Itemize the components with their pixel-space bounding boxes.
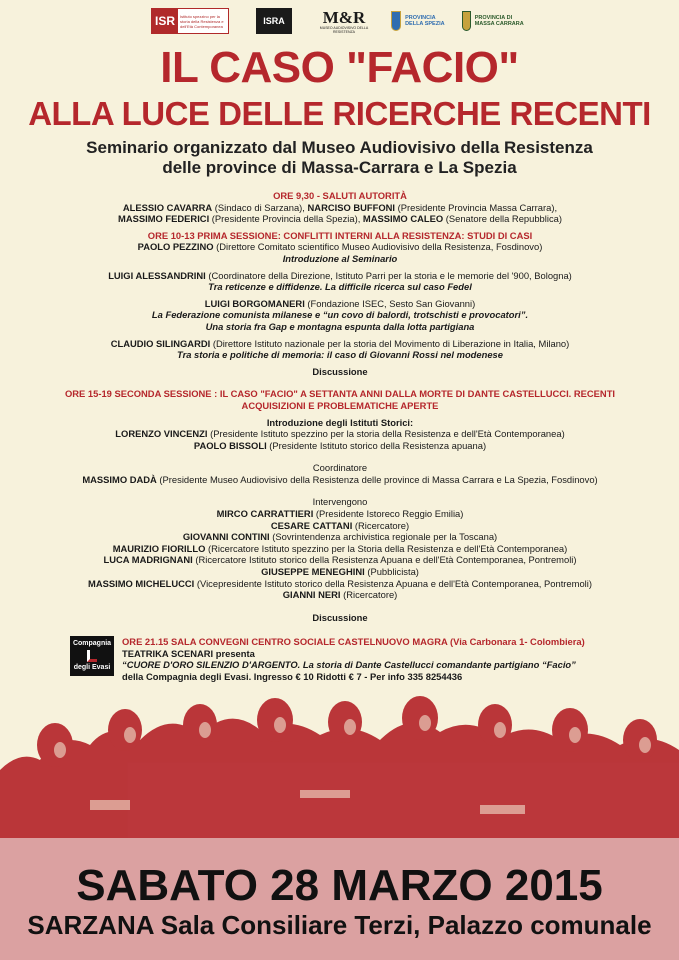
shield-icon (462, 11, 471, 31)
speaker-row (40, 508, 640, 520)
intro-label: Introduzione degli Istituti Storici: (266, 416, 414, 428)
shield-icon (391, 11, 401, 31)
speaker-name: PAOLO BISSOLI (193, 439, 267, 451)
speaker-role: (Presidente Istituto storico della Resistenza apuana) (266, 439, 487, 451)
discussion-label: Discussione (312, 611, 368, 623)
session-2-heading: ORE 10-13 PRIMA SESSIONE: CONFLITTI INTERNI ALLA RESISTENZA: STUDI DI CASI (147, 229, 533, 241)
speaker-role: (Presidente Provincia della Spezia), (209, 213, 363, 225)
talk-speaker (40, 338, 640, 350)
speaker-name: MASSIMO MICHELUCCI (88, 577, 195, 589)
talk-title: Tra reticenze e diffidenze. La difficile ricerca sul caso Fedel (208, 281, 472, 293)
speaker-name: PAOLO PEZZINO (137, 241, 214, 253)
speaker-name: LUIGI BORGOMANERI (204, 297, 305, 309)
program (40, 190, 640, 623)
speaker-role: (Ricercatore Istituto storico della Resistenza Apuana e dell'Età Contemporanea, Pontremoli) (192, 554, 577, 566)
speaker-role: (Presidente Istituto spezzino per la storia della Resistenza e dell'Età Contemporanea) (207, 428, 565, 440)
museum-logo (316, 8, 372, 34)
provincia-spezia-logo (391, 8, 453, 34)
talk-speaker (40, 298, 640, 310)
evening-presents: TEATRIKA SCENARI presenta (122, 647, 255, 659)
speaker-name: MASSIMO FEDERICI (118, 213, 210, 225)
speaker-role: (Sovrintendenza archivistica regionale per la Toscana) (269, 531, 498, 543)
provincia-spezia-text: PROVINCIA DELLA SPEZIA (405, 15, 445, 27)
isra-logo: ISRA (256, 8, 292, 34)
speaker-name: GIOVANNI CONTINI (182, 531, 270, 543)
speaker-role: (Sindaco di Sarzana), (212, 201, 308, 213)
provincia-massa-logo (462, 8, 524, 34)
speaker-role: (Direttore Istituto nazionale per la storia del Movimento di Liberazione in Italia, Milano) (210, 337, 570, 349)
speaker-row (40, 554, 640, 566)
speaker-name: MAURIZIO FIORILLO (112, 542, 206, 554)
talk-title: La Federazione comunista milanese e “un covo di balordi, trotschisti e provocatori”. (151, 309, 529, 321)
speaker-row (40, 589, 640, 601)
session-1-line-1 (40, 202, 640, 214)
isr-logo-text: Istituto spezzino per la storia della Resistenza e dell'Età Contemporanea (180, 13, 224, 29)
speaker-name: CESARE CATTANI (270, 519, 353, 531)
speaker-role: (Coordinatore della Direzione, Istituto Parri per la storia e le memorie del '900, Bologna) (205, 269, 572, 281)
intro-speaker (40, 428, 640, 440)
evening-event (70, 636, 630, 682)
speaker-role: (Presidente Provincia Massa Carrara), (395, 201, 558, 213)
session-1-heading: ORE 9,30 - SALUTI AUTORITÀ (273, 190, 407, 201)
speaker-name: MASSIMO DADÀ (82, 473, 157, 485)
speaker-role: (Ricercatore Istituto spezzino per la Storia della Resistenza e dell'Età Contemporanea) (205, 542, 568, 554)
speaker-role: (Ricercatore) (352, 519, 410, 531)
speaker-row (40, 543, 640, 555)
event-date: SABATO 28 MARZO 2015 (76, 861, 603, 910)
organizer-line (0, 138, 679, 178)
session-3-heading: ORE 15-19 SECONDA SESSIONE : IL CASO "FACIO" A SETTANTA ANNI DALLA MORTE DI DANTE CASTELLUCCI. RECENTI (64, 388, 616, 400)
speaker-name: CLAUDIO SILINGARDI (110, 337, 211, 349)
speaker-name: ALESSIO CAVARRA (122, 201, 213, 213)
speaker-name: GIANNI NERI (282, 589, 341, 601)
speaker-role: (Pubblicista) (364, 566, 419, 578)
organizer-line-1: Seminario organizzato dal Museo Audiovisivo della Resistenza (86, 138, 593, 157)
sponsor-logos (0, 8, 679, 38)
speakers-label: Intervengono (312, 496, 368, 508)
session-1-line-2 (40, 213, 640, 225)
coordinator-label: Coordinatore (312, 462, 368, 474)
evening-show: “CUORE D'ORO SILENZIO D'ARGENTO. La storia di Dante Castellucci comandante partigiano “Facio” (122, 659, 576, 671)
evening-heading (122, 636, 630, 648)
speakers-list (40, 508, 640, 601)
intro-speaker (40, 440, 640, 452)
evening-info: della Compagnia degli Evasi. Ingresso € 10 Ridotti € 7 - Per info 335 8254436 (122, 670, 463, 682)
speaker-name: LUIGI ALESSANDRINI (108, 269, 206, 281)
compagnia-evasi-logo (70, 636, 114, 676)
event-venue: SARZANA Sala Consiliare Terzi, Palazzo comunale (27, 910, 652, 940)
speaker-row (40, 578, 640, 590)
compagnia-logo-top: Compagnia (72, 640, 112, 647)
speaker-name: MASSIMO CALEO (362, 213, 444, 225)
isr-logo-mark: ISR (152, 9, 178, 33)
speaker-role: (Direttore Comitato scientifico Museo Audiovisivo della Resistenza, Fosdinovo) (213, 241, 543, 253)
speaker-role: (Presidente Istoreco Reggio Emilia) (313, 508, 464, 520)
speaker-name: MIRCO CARRATTIERI (216, 508, 314, 520)
speaker-role: (Fondazione ISEC, Sesto San Giovanni) (304, 297, 476, 309)
organizer-line-2: delle province di Massa-Carrara e La Spezia (162, 158, 517, 177)
discussion-label: Discussione (312, 365, 368, 377)
talk-title: Tra storia e politiche di memoria: il caso di Giovanni Rossi nel modenese (177, 349, 503, 361)
speaker-row (40, 566, 640, 578)
talk-speaker (40, 241, 640, 253)
museum-logo-text: MUSEO AUDIOVISIVO DELLA RESISTENZA (319, 25, 369, 34)
evening-heading-venue: ORE 21.15 SALA CONVEGNI CENTRO SOCIALE CASTELNUOVO MAGRA (122, 636, 448, 647)
runner-icon (87, 650, 97, 663)
provincia-massa-text: PROVINCIA DI MASSA CARRARA (474, 15, 524, 27)
speaker-role: (Vicepresidente Istituto storico della Resistenza Apuana e dell'Età Contemporanea, Pontremoli) (194, 577, 592, 589)
speaker-row (40, 520, 640, 532)
museum-logo-mark: M&R (322, 7, 366, 27)
session-3-heading-2: ACQUISIZIONI E PROBLEMATICHE APERTE (241, 399, 439, 411)
evening-heading-address: (Via Carbonara 1- Colombiera) (447, 636, 585, 647)
speaker-role: (Presidente Museo Audiovisivo della Resistenza delle province di Massa Carrara e La Spezia, Fosdinovo) (156, 473, 598, 485)
speaker-name: LUCA MADRIGNANI (103, 554, 193, 566)
compagnia-logo-bottom: degli Evasi (73, 664, 111, 672)
talk-title: Introduzione al Seminario (282, 252, 398, 264)
main-subtitle: ALLA LUCE DELLE RICERCHE RECENTI (28, 95, 651, 132)
speaker-role: (Senatore della Repubblica) (443, 213, 562, 225)
main-title: IL CASO "FACIO" (160, 43, 519, 92)
speaker-name: GIUSEPPE MENEGHINI (261, 566, 365, 578)
coordinator (40, 474, 640, 486)
speaker-name: NARCISO BUFFONI (307, 201, 396, 213)
talk-title: Una storia fra Gap e montagna espunta dalla lotta partigiana (205, 320, 475, 332)
speaker-row (40, 531, 640, 543)
speaker-name: LORENZO VINCENZI (115, 428, 208, 440)
speaker-role: (Ricercatore) (340, 589, 398, 601)
isr-logo (151, 8, 229, 34)
talk-speaker (40, 270, 640, 282)
